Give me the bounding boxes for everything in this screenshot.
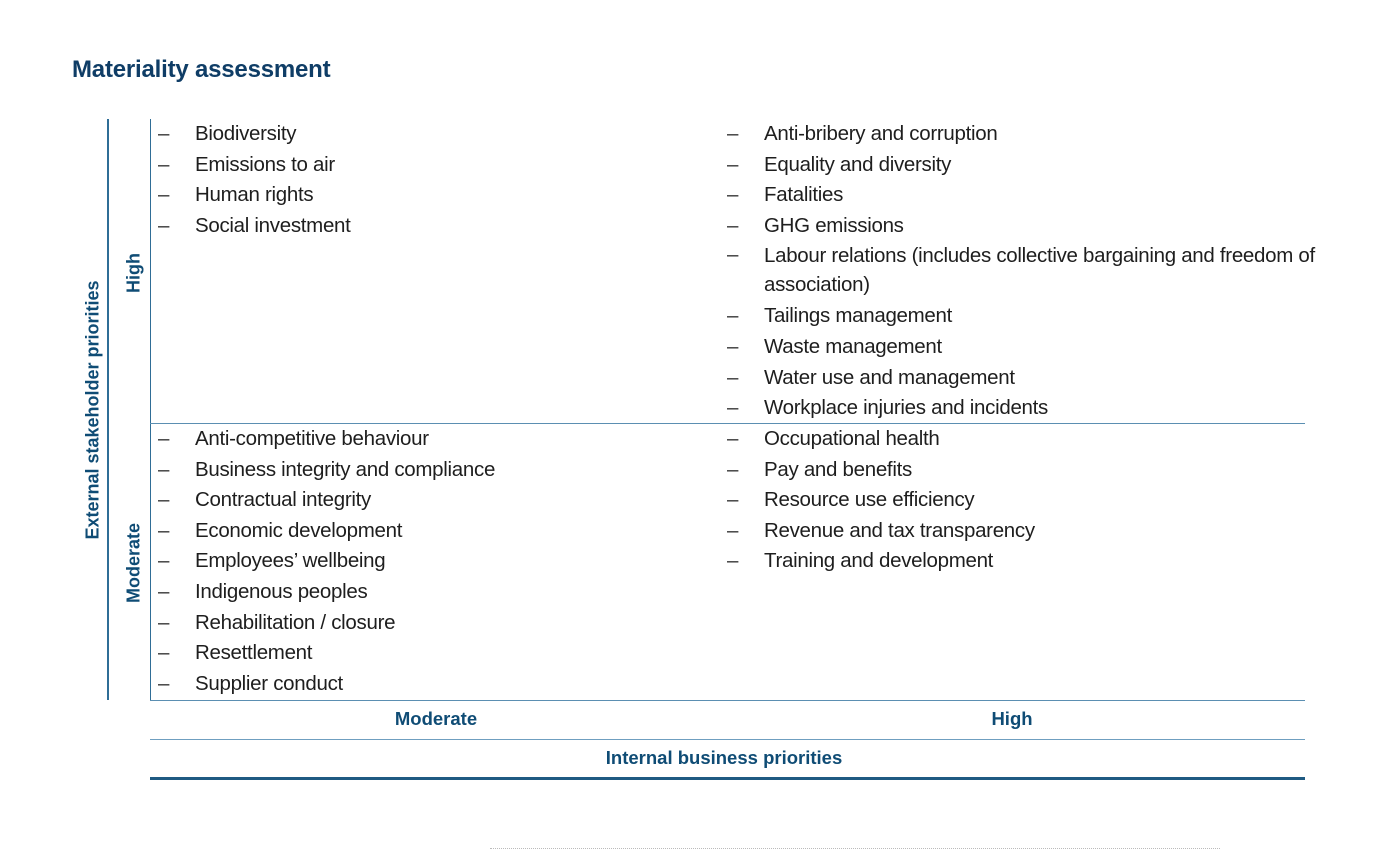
dash-bullet-icon: – bbox=[158, 122, 170, 145]
dash-bullet-icon: – bbox=[158, 457, 170, 481]
quadrant-external-moderate-internal-moderate bbox=[158, 424, 698, 699]
dash-bullet-icon: – bbox=[727, 518, 739, 542]
dash-bullet-icon: – bbox=[158, 427, 170, 450]
dash-bullet-icon: – bbox=[158, 671, 170, 695]
dash-bullet-icon: – bbox=[727, 183, 739, 207]
list-item: – Fatalities bbox=[727, 180, 1317, 211]
dash-bullet-icon: – bbox=[158, 213, 170, 237]
x-level-moderate-label: Moderate bbox=[394, 708, 478, 729]
list-item: – GHG emissions bbox=[727, 211, 1317, 242]
dash-bullet-icon: – bbox=[727, 365, 739, 389]
dash-bullet-icon: – bbox=[727, 304, 739, 328]
dash-bullet-icon: – bbox=[158, 641, 170, 665]
dash-bullet-icon: – bbox=[158, 549, 170, 573]
x-level-high-label: High bbox=[991, 708, 1033, 729]
dash-bullet-icon: – bbox=[727, 122, 739, 145]
list-item: – Waste management bbox=[727, 332, 1317, 363]
quadrant-external-moderate-internal-high bbox=[727, 424, 1317, 577]
x-axis-bottom-rule bbox=[150, 777, 1305, 780]
dash-bullet-icon: – bbox=[158, 518, 170, 542]
list-item: – Social investment bbox=[158, 211, 698, 242]
list-item: – Training and development bbox=[727, 546, 1317, 577]
dash-bullet-icon: – bbox=[727, 549, 739, 573]
list-item: – Water use and management bbox=[727, 363, 1317, 394]
y-axis-inner-line bbox=[150, 119, 151, 700]
dash-bullet-icon: – bbox=[158, 488, 170, 512]
x-axis-divider bbox=[150, 739, 1305, 740]
dash-bullet-icon: – bbox=[727, 396, 739, 420]
dash-bullet-icon: – bbox=[158, 610, 170, 634]
quadrant-external-high-internal-moderate bbox=[158, 119, 698, 241]
dash-bullet-icon: – bbox=[727, 213, 739, 237]
dash-bullet-icon: – bbox=[727, 427, 739, 450]
list-item: – Anti-bribery and corruption bbox=[727, 119, 1317, 150]
quadrant-external-high-internal-high bbox=[727, 119, 1317, 424]
list-item: – Equality and diversity bbox=[727, 150, 1317, 181]
list-item: – Contractual integrity bbox=[158, 485, 698, 516]
y-axis-title: External stakeholder priorities bbox=[82, 280, 103, 540]
list-item: – Workplace injuries and incidents bbox=[727, 393, 1317, 424]
page-title: Materiality assessment bbox=[72, 56, 331, 83]
dash-bullet-icon: – bbox=[727, 457, 739, 481]
dash-bullet-icon: – bbox=[727, 488, 739, 512]
y-level-high-label: High bbox=[123, 253, 144, 293]
list-item: – Resource use efficiency bbox=[727, 485, 1317, 516]
dash-bullet-icon: – bbox=[158, 152, 170, 176]
list-item: – Occupational health bbox=[727, 424, 1317, 455]
list-item: – Anti-competitive behaviour bbox=[158, 424, 698, 455]
list-item: – Resettlement bbox=[158, 638, 698, 669]
list-item: – Human rights bbox=[158, 180, 698, 211]
dash-bullet-icon: – bbox=[158, 183, 170, 207]
clipped-body-text bbox=[490, 846, 1220, 851]
dash-bullet-icon: – bbox=[727, 243, 739, 267]
list-item: – Employees’ wellbeing bbox=[158, 546, 698, 577]
list-item: – Rehabilitation / closure bbox=[158, 608, 698, 639]
list-item: – Supplier conduct bbox=[158, 669, 698, 700]
y-level-moderate-label: Moderate bbox=[123, 522, 144, 604]
list-item: – Biodiversity bbox=[158, 119, 698, 150]
list-item: – Labour relations (includes collective bargaining and freedom of association) bbox=[727, 243, 1315, 296]
list-item: – Business integrity and compliance bbox=[158, 455, 698, 486]
list-item: – Indigenous peoples bbox=[158, 577, 698, 608]
list-item: – Tailings management bbox=[727, 301, 1317, 332]
list-item: – Economic development bbox=[158, 516, 698, 547]
dash-bullet-icon: – bbox=[727, 152, 739, 176]
x-axis-title: Internal business priorities bbox=[605, 747, 843, 768]
list-item: – Emissions to air bbox=[158, 150, 698, 181]
y-axis-outer-line bbox=[107, 119, 109, 700]
dash-bullet-icon: – bbox=[158, 579, 170, 603]
matrix-bottom-border bbox=[150, 700, 1305, 701]
dash-bullet-icon: – bbox=[727, 334, 739, 358]
list-item: – Revenue and tax transparency bbox=[727, 516, 1317, 547]
list-item: – Pay and benefits bbox=[727, 455, 1317, 486]
